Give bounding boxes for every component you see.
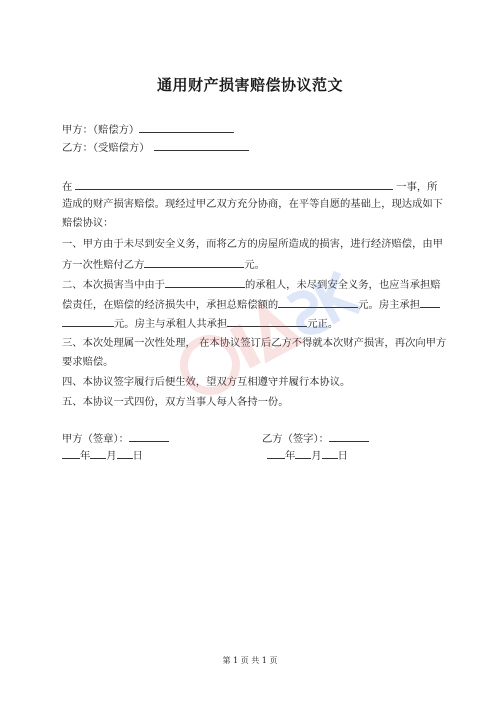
clause-1-line-1: 一、甲方由于未尽到安全义务，而将乙方的房屋所造成的损害，进行经济赔偿，由甲 xyxy=(62,238,443,250)
clause-text: 方一次性赔付乙方 xyxy=(62,259,145,271)
clause-text: 二、本次损害当中由于 xyxy=(62,279,165,291)
clause-text: 的承租人，未尽到安全义务，也应当承担赔 xyxy=(244,279,441,291)
clause-text: 元正。 xyxy=(307,318,339,330)
party-a-date xyxy=(62,447,143,463)
document-title: 通用财产损害赔偿协议范文 xyxy=(156,76,343,94)
joint-share-blank[interactable] xyxy=(227,315,307,327)
clause-3-line-2: 要求赔偿。 xyxy=(62,356,114,368)
intro-text: 在 xyxy=(62,181,73,193)
party-b-line xyxy=(62,139,249,155)
signature-label: 乙方（签字）： xyxy=(262,433,329,445)
date-label: 日 xyxy=(337,450,348,462)
date-label: 年 xyxy=(80,450,91,462)
intro-line-2: 造成的财产损害赔偿。现经过甲乙双方充分协商，在平等自愿的基础上，现达成如下 xyxy=(62,198,443,210)
clause-2-line-1 xyxy=(62,276,441,292)
clause-4: 四、本协议签字履行后便生效，望双方互相遵守并履行本协议。 xyxy=(62,376,351,388)
page-footer: 第 1 页 共 1 页 xyxy=(222,656,278,665)
party-a-line xyxy=(62,121,234,137)
tenant-share-blank[interactable] xyxy=(278,296,358,308)
owner-share-blank-cont[interactable] xyxy=(62,315,114,327)
clause-1-line-2 xyxy=(62,256,265,272)
party-a-label: 甲方：（赔偿方） xyxy=(62,124,140,136)
clause-2-line-3 xyxy=(62,315,338,331)
date-label: 日 xyxy=(132,450,143,462)
party-b-date xyxy=(267,447,348,463)
intro-text: 一事，所 xyxy=(396,181,438,193)
party-a-signature xyxy=(62,430,169,446)
party-b-label: 乙方：（受赔偿方） xyxy=(62,142,150,154)
date-label: 月 xyxy=(311,450,322,462)
clause-5: 五、本协议一式四份，双方当事人每人各持一份。 xyxy=(62,396,289,408)
party-b-blank[interactable] xyxy=(154,139,249,151)
day-blank[interactable] xyxy=(117,447,133,459)
clause-text: 元。 xyxy=(244,259,265,271)
intro-line-3: 赔偿协议： xyxy=(62,217,114,229)
owner-share-blank[interactable] xyxy=(420,296,440,308)
intro-blank[interactable] xyxy=(75,178,393,190)
compensation-amount-blank[interactable] xyxy=(144,256,244,268)
party-b-signature-blank[interactable] xyxy=(329,430,369,442)
tenant-blank[interactable] xyxy=(165,276,245,288)
party-b-signature xyxy=(262,430,369,446)
date-label: 年 xyxy=(285,450,296,462)
year-blank[interactable] xyxy=(267,447,285,459)
year-blank[interactable] xyxy=(62,447,80,459)
clause-3-line-1: 三、本次处理属一次性处理， 在本协议签订后乙方不得就本次财产损害，再次向甲方 xyxy=(62,337,447,349)
clause-2-line-2 xyxy=(62,296,440,312)
month-blank[interactable] xyxy=(90,447,106,459)
party-a-blank[interactable] xyxy=(139,121,234,133)
month-blank[interactable] xyxy=(295,447,311,459)
party-a-signature-blank[interactable] xyxy=(129,430,169,442)
day-blank[interactable] xyxy=(322,447,338,459)
clause-text: 元。房主与承租人共承担 xyxy=(114,318,228,330)
signature-label: 甲方（签章）： xyxy=(62,433,129,445)
clause-text: 元。房主承担 xyxy=(358,299,421,311)
date-label: 月 xyxy=(106,450,117,462)
intro-line-1 xyxy=(62,178,437,194)
clause-text: 偿责任，在赔偿的经济损失中，承担总赔偿额的 xyxy=(62,299,279,311)
